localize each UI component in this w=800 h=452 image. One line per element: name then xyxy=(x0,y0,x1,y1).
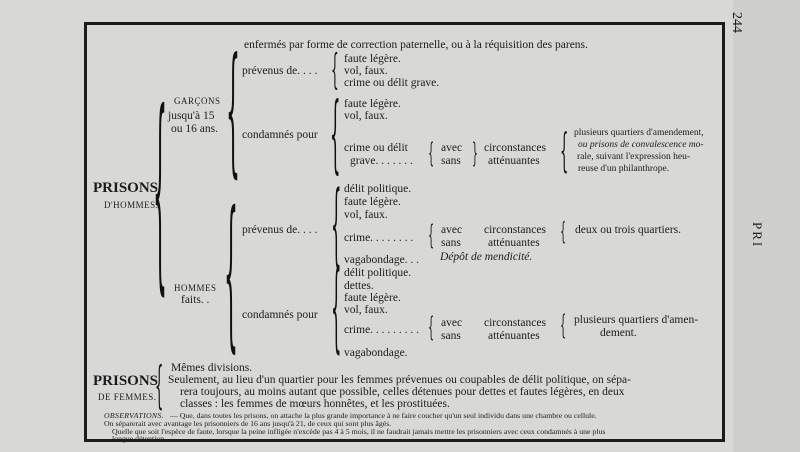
hommes-condamnes-sans: sans xyxy=(441,330,461,342)
hommes-condamnes-crime: crime. . . . . . . . . xyxy=(344,324,420,336)
hommes-condamnes-item: dettes. xyxy=(344,280,374,292)
hommes-prevenus-crime: crime. . . . . . . . xyxy=(344,232,414,244)
hommes-prevenus-label: prévenus de. . . . xyxy=(242,224,318,236)
hommes-condamnes-note: plusieurs quartiers d'amen- xyxy=(574,314,699,326)
hommes-prevenus-note: deux ou trois quartiers. xyxy=(575,224,682,236)
brace-garcons-avec: { xyxy=(428,136,435,169)
garcons-prevenus-item: faute légère. xyxy=(344,53,401,65)
prisons-femmes-subtitle: DE FEMMES. xyxy=(98,392,157,402)
garcons-prevenus-item: vol, faux. xyxy=(344,65,388,77)
page-number: 244 xyxy=(729,12,744,33)
garcons-enfermes: enfermés par forme de correction paternelle, ou à la réquisition des parens. xyxy=(244,39,588,51)
brace-hommes-prevenus: { xyxy=(331,174,342,279)
hommes-condamnes-avec: avec xyxy=(441,317,463,329)
femmes-line: Mêmes divisions. xyxy=(171,362,253,374)
prisons-hommes-subtitle: D'HOMMES. xyxy=(104,200,159,210)
hommes-prevenus-vagabondage: vagabondage. . . xyxy=(344,254,420,266)
brace-garcons-note: { xyxy=(560,124,569,178)
hommes-prevenus-circonstances: circonstances xyxy=(484,224,546,236)
garcons-circonstances: circonstances xyxy=(484,142,546,154)
observations-line: longue détention. xyxy=(112,434,167,443)
brace-hommes-prevenus-note: { xyxy=(560,217,567,246)
femmes-line: Seulement, au lieu d'un quartier pour les femmes prévenues ou coupables de délit politique, on sépa- xyxy=(168,374,631,386)
hommes-faits-label2: faits. . xyxy=(181,294,210,306)
brace-hommes: { xyxy=(153,72,167,316)
hommes-condamnes-item: faute légère. xyxy=(344,292,401,304)
garcons-condamnes-item: vol, faux. xyxy=(344,110,388,122)
garcons-sans: sans xyxy=(441,155,461,167)
observations-label: OBSERVATIONS. xyxy=(104,411,164,420)
brace-hommes-faits: { xyxy=(224,180,238,370)
hommes-condamnes-attenuantes: atténuantes xyxy=(488,330,540,342)
hommes-prevenus-sans: sans xyxy=(441,237,461,249)
garcons-note-line: rale, suivant l'expression heu- xyxy=(577,152,691,162)
hommes-condamnes-item: vol, faux. xyxy=(344,304,388,316)
hommes-prevenus-attenuantes: atténuantes xyxy=(488,237,540,249)
garcons-condamnes-item: faute légère. xyxy=(344,98,401,110)
hommes-prevenus-item: délit politique. xyxy=(344,183,412,195)
brace-garcons: { xyxy=(226,31,240,193)
observations-line: — Que, dans toutes les prisons, on attache la plus grande importance à ne faire coucher qu'un seul individu dans une chambre ou cellule. xyxy=(170,411,597,420)
garcons-age1: jusqu'à 15 xyxy=(168,110,215,122)
brace-garcons-avec-close: { xyxy=(471,136,478,169)
brace-hommes-condamnes-avec: { xyxy=(428,310,435,343)
hommes-faits-label: HOMMES xyxy=(174,283,217,293)
femmes-line: rera toujours, au moins autant que possible, celles détenues pour dettes et fautes légères, en deux xyxy=(180,386,625,398)
garcons-crime-line1: crime ou délit xyxy=(344,142,408,154)
garcons-label: GARÇONS xyxy=(174,96,221,106)
hommes-condamnes-note2: dement. xyxy=(600,327,637,339)
hommes-condamnes-label: condamnés pour xyxy=(242,309,318,321)
brace-femmes: { xyxy=(155,355,164,415)
hommes-condamnes-circonstances: circonstances xyxy=(484,317,546,329)
garcons-note-line: plusieurs quartiers d'amendement, xyxy=(574,128,704,138)
brace-hommes-prevenus-avec: { xyxy=(428,218,435,251)
hommes-prevenus-avec: avec xyxy=(441,224,463,236)
hommes-prevenus-item: vol, faux. xyxy=(344,209,388,221)
prisons-femmes-title: PRISONS xyxy=(93,373,159,389)
brace-hommes-condamnes: { xyxy=(331,253,342,366)
margin-strip xyxy=(733,0,800,452)
garcons-age2: ou 16 ans. xyxy=(171,123,218,135)
brace-garcons-condamnes: { xyxy=(330,86,341,185)
garcons-note-line: ou prisons de convalescence mo- xyxy=(578,140,704,150)
hommes-prevenus-item: faute légère. xyxy=(344,196,401,208)
brace-garcons-prevenus: { xyxy=(331,48,339,95)
prisons-hommes-title: PRISONS xyxy=(93,180,159,196)
depot-mendicite: Dépôt de mendicité. xyxy=(440,251,533,263)
garcons-crime-line2: grave. . . . . . . xyxy=(350,155,413,167)
garcons-prevenus-label: prévenus de. . . . xyxy=(242,65,318,77)
observations-line: Quelle que soit l'espèce de faute, lorsque la peine infligée n'excède pas 4 à 5 mois, il ne faudrait jamais mettre les prisonniers avec ceux condamnés à une plus xyxy=(112,427,606,436)
hommes-condamnes-vagabondage: vagabondage. xyxy=(344,347,408,359)
hommes-condamnes-item: délit politique. xyxy=(344,267,412,279)
garcons-attenuantes: atténuantes xyxy=(488,155,540,167)
running-head: PRI xyxy=(750,222,765,249)
observations-line: On séparerait avec avantage les prisonniers de 16 ans jusqu'à 21, de ceux qui sont plus âgés. xyxy=(104,419,392,428)
garcons-note-line: reuse d'un philanthrope. xyxy=(578,164,670,174)
garcons-avec: avec xyxy=(441,142,463,154)
garcons-condamnes-label: condamnés pour xyxy=(242,129,318,141)
femmes-line: classes : les femmes de mœurs honnêtes, et les prostituées. xyxy=(180,398,450,410)
brace-hommes-condamnes-note: { xyxy=(560,308,567,341)
garcons-prevenus-item: crime ou délit grave. xyxy=(344,77,440,89)
